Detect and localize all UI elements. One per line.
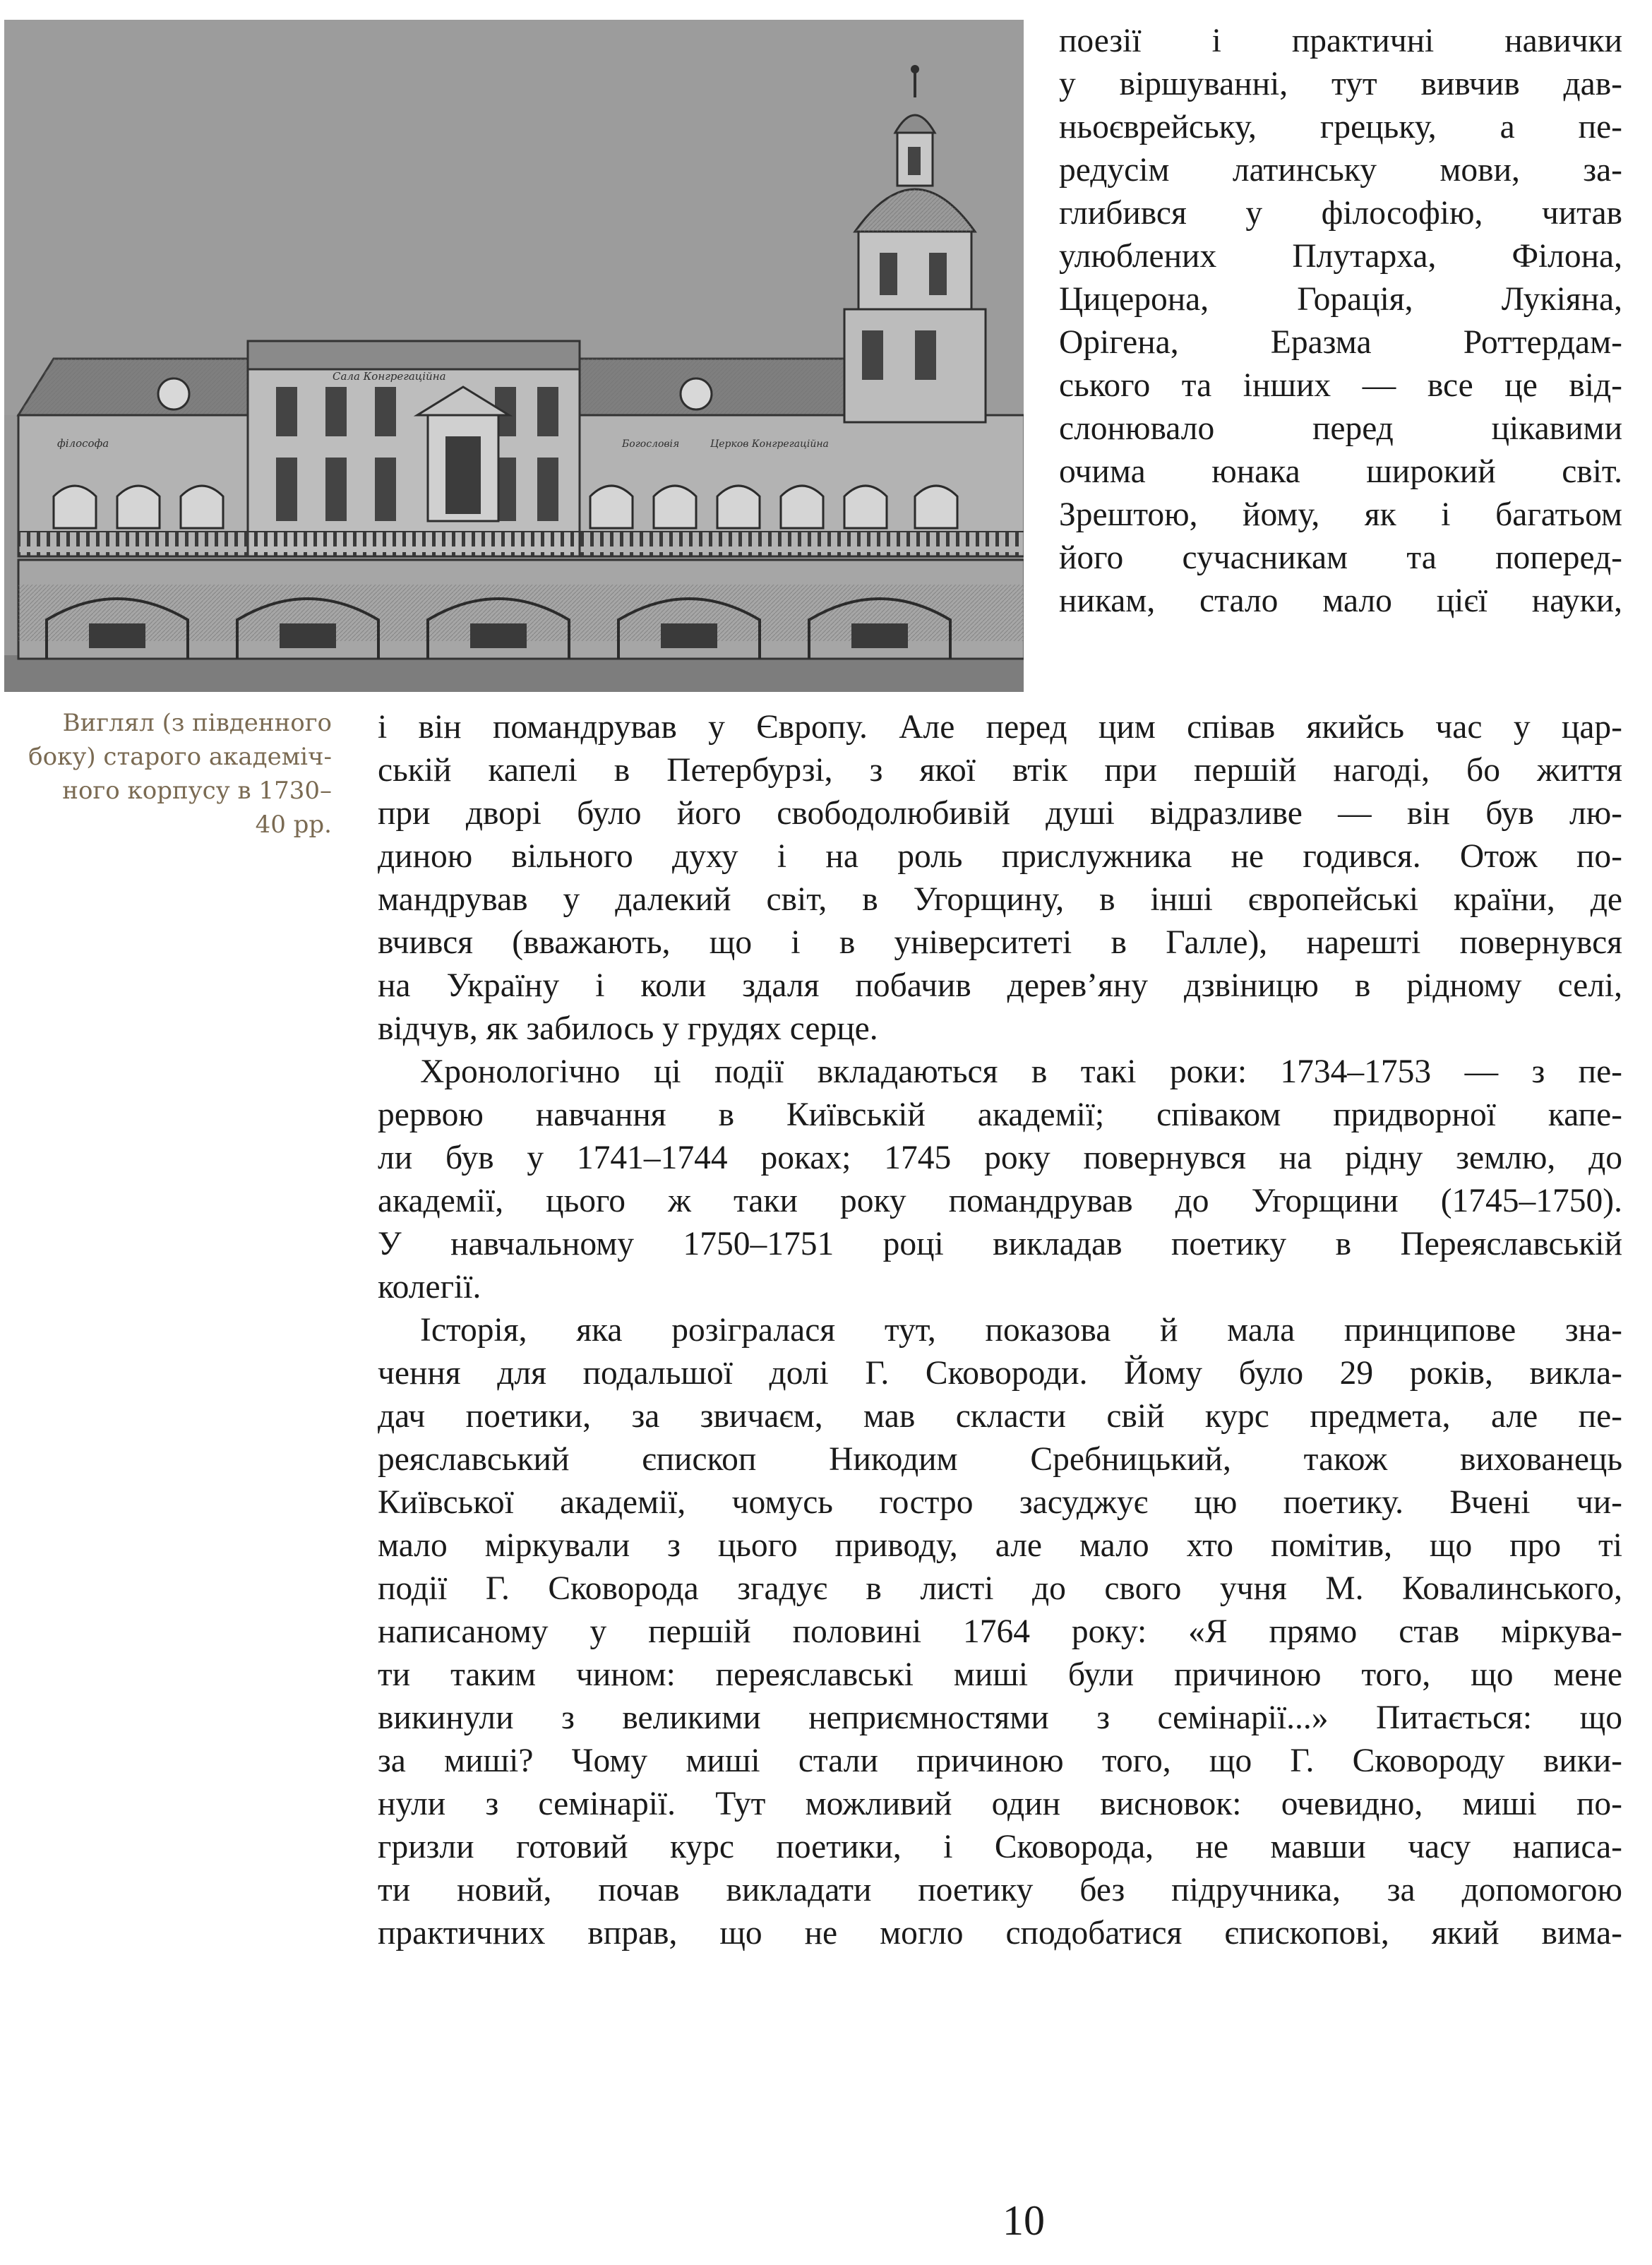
text-line: ти таким чином: переяславські миші були причиною того, що мене	[378, 1656, 1622, 1693]
text-line: Історія, яка розігралася тут, показова й мала принципове зна-	[420, 1312, 1622, 1349]
wrap-text-line: його сучасникам та поперед-	[1059, 539, 1622, 576]
paragraph	[378, 1051, 1622, 1309]
text-line: вчився (вважають, що і в університеті в Галле), нарешті повернувся	[378, 924, 1622, 961]
wrap-text-line: улюблених Плутарха, Філона,	[1059, 238, 1622, 275]
figure-caption	[28, 706, 332, 842]
label-top: Сала Конгрегаційна	[333, 370, 446, 383]
text-line: мандрував у далекий світ, в Угорщину, в інші європейські країни, де	[378, 881, 1622, 918]
text-line: при дворі було його свободолюбивій душі відразливе — він був лю-	[378, 795, 1622, 832]
caption-line: 40 рр.	[255, 811, 332, 839]
paragraph	[378, 1309, 1622, 1955]
text-line: чення для подальшої долі Г. Сковороди. Йому було 29 років, викла-	[378, 1355, 1622, 1392]
text-line: викинули з великими неприємностями з семінарії...» Питається: що	[378, 1699, 1622, 1736]
wrap-text-line: Зрештою, йому, як і багатьом	[1059, 496, 1622, 533]
text-line: У навчальному 1750–1751 році викладав поетику в Переяславській	[378, 1226, 1622, 1262]
caption-line: боку) старого академіч-	[28, 743, 332, 771]
text-line: і він помандрував у Європу. Але перед цим співав якийсь час у цар-	[378, 709, 1622, 746]
paragraph	[378, 706, 1622, 1051]
wrap-text-line: Цицерона, Горація, Лукіяна,	[1059, 281, 1622, 318]
label-mid: Богословія	[622, 438, 680, 450]
text-line: гризли готовий курс поетики, і Сковорода, не мавши часу написа-	[378, 1829, 1622, 1865]
wrap-text-line: никам, стало мало цієї науки,	[1059, 582, 1622, 619]
body-text	[378, 706, 1622, 1955]
text-line: диною вільного духу і на роль прислужника не годився. Отож по-	[378, 838, 1622, 875]
wrap-text-line: глибився у філософію, читав	[1059, 195, 1622, 232]
text-line: відчув, як забилось у грудях серце.	[378, 1010, 878, 1047]
wrap-text-line: у віршуванні, тут вивчив дав-	[1059, 66, 1622, 102]
wrap-text-line: ньоєврейську, грецьку, а пе-	[1059, 109, 1622, 145]
text-line: за миші? Чому миші стали причиною того, що Г. Сковороду вики-	[378, 1743, 1622, 1779]
text-line: нули з семінарії. Тут можливий один висновок: очевидно, миші по-	[378, 1786, 1622, 1822]
text-line: мало міркували з цього приводу, але мало хто помітив, що про ті	[378, 1527, 1622, 1564]
label-right: Церков Конгрегаційна	[710, 438, 829, 450]
text-line: колегії.	[378, 1269, 481, 1305]
text-line: практичних вправ, що не могло сподобатися єпископові, який вима-	[378, 1915, 1622, 1952]
wrap-text-line: слонювало перед цікавими	[1059, 410, 1622, 447]
wrap-text-line: очима юнака широкий світ.	[1059, 453, 1622, 490]
wrap-text-line: ського та інших — все це від-	[1059, 367, 1622, 404]
text-line: ти новий, почав викладати поетику без підручника, за допомогою	[378, 1872, 1622, 1908]
text-line: академії, цього ж таки року помандрував до Угорщини (1745–1750).	[378, 1183, 1622, 1219]
text-line: ській капелі в Петербурзі, з якої втік при першій нагоді, бо життя	[378, 752, 1622, 789]
text-line: ли був у 1741–1744 роках; 1745 року повернувся на рідну землю, до	[378, 1140, 1622, 1176]
text-line: рервою навчання в Київській академії; співаком придворної капе-	[378, 1096, 1622, 1133]
text-line: на Україну і коли здаля побачив дерев’яну дзвіницю в рідному селі,	[378, 967, 1622, 1004]
text-line: написаному у першій половині 1764 року: «Я прямо став міркува-	[378, 1613, 1622, 1650]
text-line: Хронологічно ці події вкладаються в такі роки: 1734–1753 — з пе-	[420, 1053, 1622, 1090]
text-line: події Г. Сковорода згадує в листі до свого учня М. Ковалинського,	[378, 1570, 1622, 1607]
caption-line: Виглял (з південного	[62, 709, 332, 737]
page-number: 10	[1002, 2197, 1045, 2244]
text-line: Київської академії, чомусь гостро засуджує цю поетику. Вчені чи-	[378, 1484, 1622, 1521]
wrap-text-line: Орігена, Еразма Роттердам-	[1059, 324, 1622, 361]
building-engraving-image	[4, 20, 1024, 692]
wrap-text-line: поезії і практичні навички	[1059, 23, 1622, 59]
wrap-text-line: редусім латинську мови, за-	[1059, 152, 1622, 189]
text-line: реяславський єпископ Никодим Сребницький, також вихованець	[378, 1441, 1622, 1478]
text-line: дач поетики, за звичаєм, мав скласти свій курс предмета, але пе-	[378, 1398, 1622, 1435]
caption-line: ного корпусу в 1730–	[62, 777, 332, 805]
building-engraving-drawing	[4, 20, 1024, 692]
label-left: філософа	[57, 437, 109, 450]
